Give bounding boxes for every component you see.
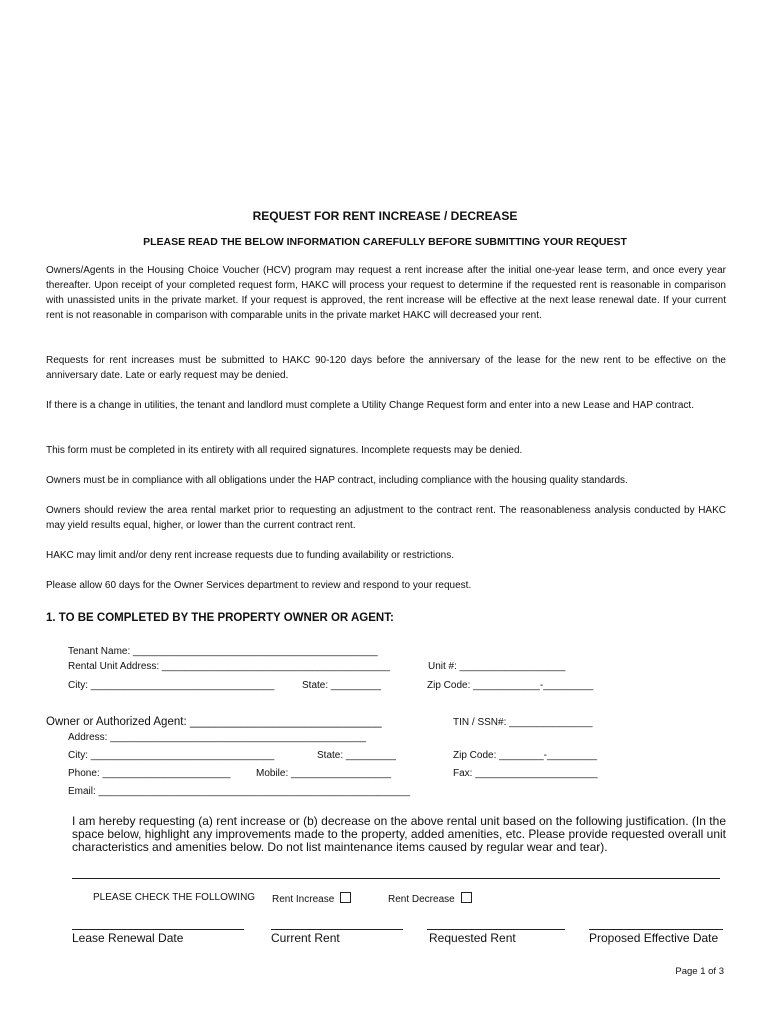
owner-zip-field[interactable]: Zip Code: ________-_________: [453, 750, 598, 761]
check-instruction: PLEASE CHECK THE FOLLOWING: [93, 892, 256, 903]
owner-agent-field[interactable]: Owner or Authorized Agent: ______________________________: [46, 716, 382, 728]
justification-text: I am hereby requesting (a) rent increase or (b) decrease on the above rental unit based on the following justification. (In the space below, highlight any improvements made to the property, added amenities, etc. Please provide requested overall unit characteristics and amenities below. Do not list maintenance items caused by regular wear and tear).: [72, 814, 726, 854]
unit-number-field[interactable]: Unit #: ___________________: [428, 661, 566, 672]
paragraph-market-review: Owners should review the area rental market prior to requesting an adjustment to the contract rent. The reasonableness analysis conducted by HAKC may yield results equal, higher, or lower than the current contract rent.: [46, 505, 726, 531]
lease-renewal-date-label: Lease Renewal Date: [72, 931, 184, 945]
rent-decrease-label: Rent Decrease: [388, 894, 455, 905]
current-rent-label: Current Rent: [271, 931, 340, 945]
owner-state-field[interactable]: State: _________: [317, 750, 396, 761]
lease-renewal-date-line[interactable]: [72, 929, 244, 930]
rent-decrease-option[interactable]: [388, 892, 472, 905]
requested-rent-line[interactable]: [427, 929, 565, 930]
rent-decrease-checkbox[interactable]: [461, 892, 472, 903]
page-title: REQUEST FOR RENT INCREASE / DECREASE: [252, 209, 518, 223]
justification-line[interactable]: [72, 878, 720, 879]
proposed-effective-date-line[interactable]: [589, 929, 723, 930]
mobile-field[interactable]: Mobile: __________________: [256, 768, 392, 779]
paragraph-compliance: Owners must be in compliance with all obligations under the HAP contract, including compliance with the housing quality standards.: [46, 475, 628, 486]
paragraph-utilities: If there is a change in utilities, the tenant and landlord must complete a Utility Change Request form and enter into a new Lease and HAP contract.: [46, 400, 694, 411]
phone-field[interactable]: Phone: _______________________: [68, 768, 231, 779]
paragraph-hcv-program: Owners/Agents in the Housing Choice Voucher (HCV) program may request a rent increase after the initial one-year lease term, and once every year thereafter. Upon receipt of your completed request form, HAKC will process your request to determine if the requested rent is reasonable in comparison with unassisted units in the private market. If your request is approved, the rent increase will be effective at the next lease renewal date. If your current rent is not reasonable in comparison with comparable units in the private market HAKC will decreased your rent.: [46, 265, 726, 321]
page-subtitle: PLEASE READ THE BELOW INFORMATION CAREFULLY BEFORE SUBMITTING YOUR REQUEST: [143, 236, 627, 248]
section-heading: 1. TO BE COMPLETED BY THE PROPERTY OWNER OR AGENT:: [46, 612, 394, 624]
rental-address-field[interactable]: Rental Unit Address: _________________________________________: [68, 661, 390, 672]
fax-field[interactable]: Fax: ______________________: [453, 768, 598, 779]
paragraph-review-time: Please allow 60 days for the Owner Services department to review and respond to your request.: [46, 580, 472, 591]
tenant-state-field[interactable]: State: _________: [302, 680, 381, 691]
owner-city-field[interactable]: City: _________________________________: [68, 750, 275, 761]
tin-ssn-field[interactable]: TIN / SSN#: _______________: [453, 717, 593, 728]
rent-increase-label: Rent Increase: [272, 894, 335, 905]
tenant-zip-field[interactable]: Zip Code: ____________-_________: [427, 680, 594, 691]
paragraph-completeness: This form must be completed in its entirety with all required signatures. Incomplete requests may be denied.: [46, 445, 523, 456]
page-number: Page 1 of 3: [675, 966, 724, 977]
tenant-city-field[interactable]: City: _________________________________: [68, 680, 275, 691]
rent-increase-checkbox[interactable]: [340, 892, 351, 903]
requested-rent-label: Requested Rent: [429, 931, 516, 945]
current-rent-line[interactable]: [271, 929, 403, 930]
email-field[interactable]: Email: ________________________________________________________: [68, 786, 411, 797]
rent-increase-option[interactable]: [272, 892, 351, 905]
proposed-effective-date-label: Proposed Effective Date: [589, 931, 719, 945]
paragraph-submission-timing: Requests for rent increases must be submitted to HAKC 90-120 days before the anniversary of the lease for the new rent to be effective on the anniversary date. Late or early request may be denied.: [46, 355, 726, 381]
paragraph-funding: HAKC may limit and/or deny rent increase requests due to funding availability or restrictions.: [46, 550, 454, 561]
owner-address-field[interactable]: Address: ______________________________________________: [68, 732, 367, 743]
tenant-name-field[interactable]: Tenant Name: ____________________________________________: [68, 646, 378, 657]
